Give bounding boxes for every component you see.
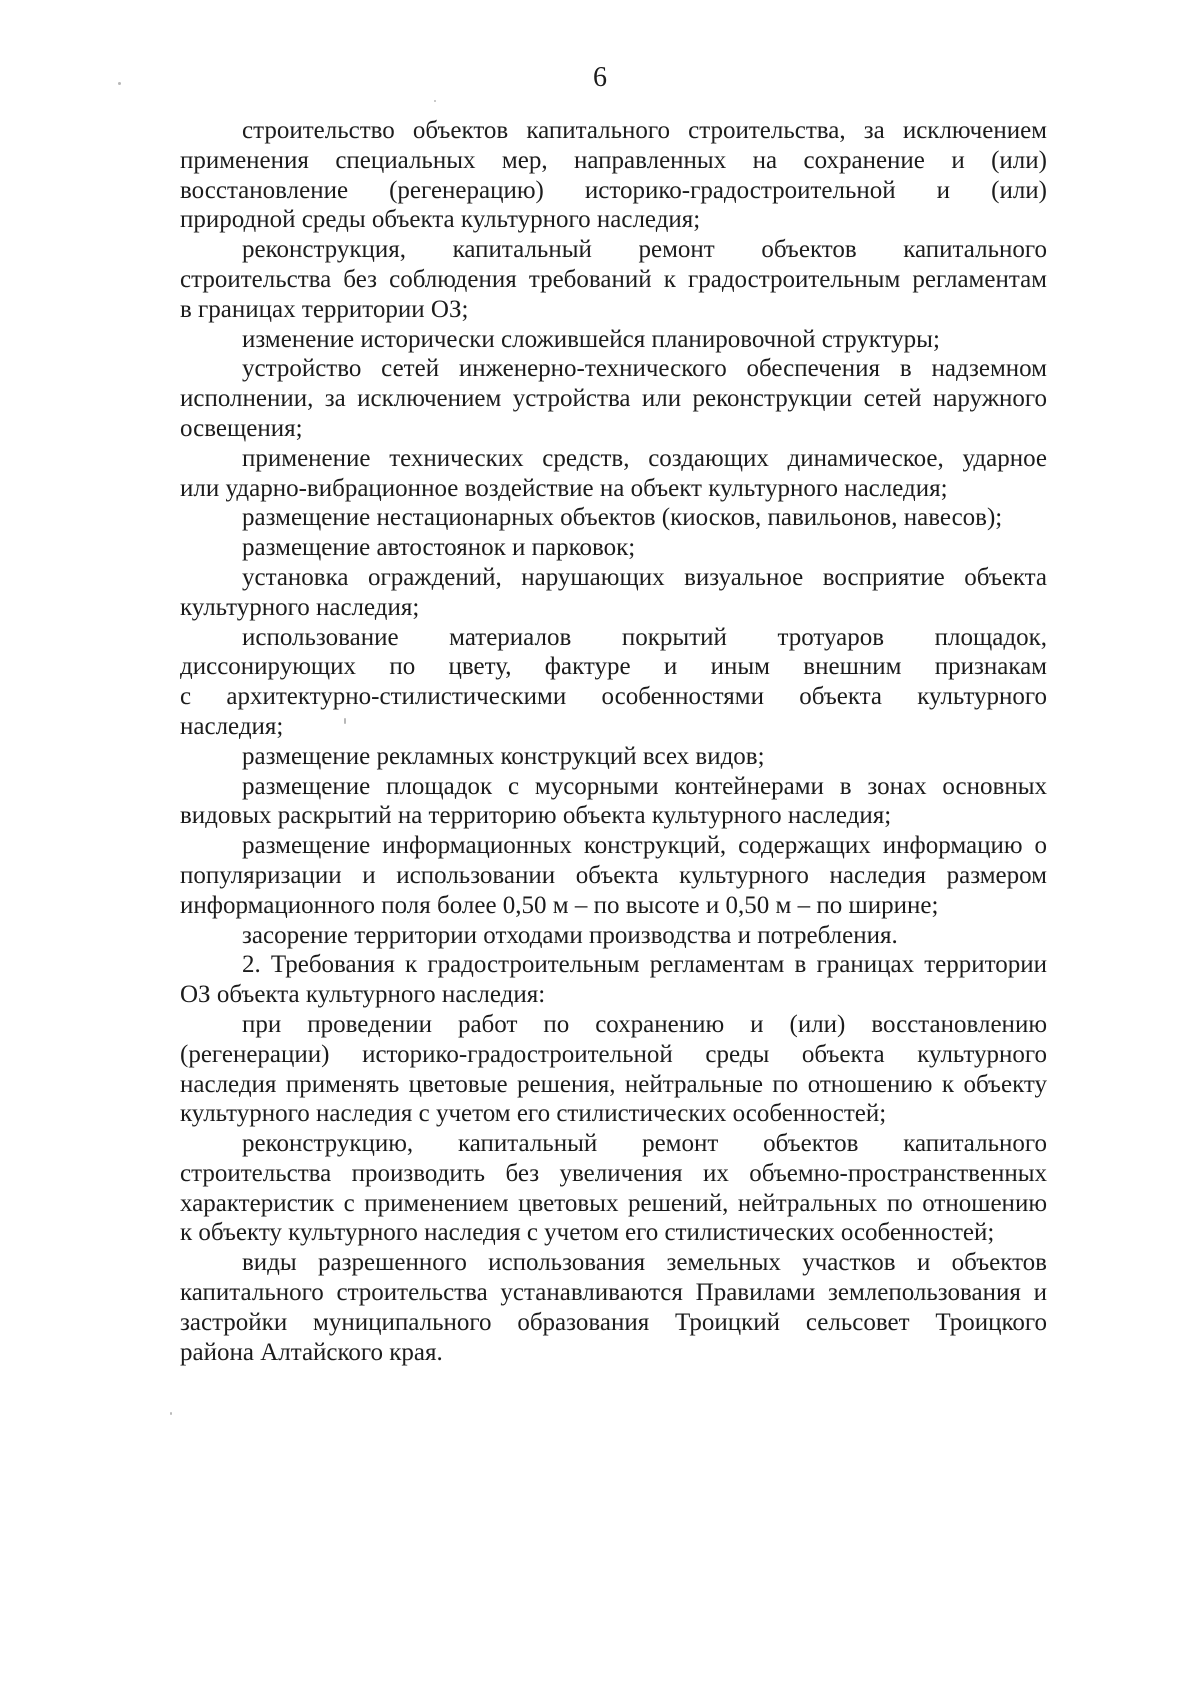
- paragraph-17: [180, 1248, 1047, 1367]
- paragraph-1: [180, 116, 1047, 235]
- paragraph-line: освещения;: [180, 414, 303, 442]
- paragraph-line: размещение нестационарных объектов (киосков, павильонов, навесов);: [242, 504, 1003, 532]
- paragraph-line: строительство объектов капитального строительства, за исключением: [242, 117, 1047, 144]
- paragraph-line: диссонирующих по цвету, фактуре и иным внешним признакам: [180, 653, 1047, 681]
- scan-speck: [170, 1412, 172, 1415]
- paragraph-line: к объекту культурного наследия с учетом его стилистических особенностей;: [180, 1219, 995, 1247]
- paragraph-line: характеристик с применением цветовых решений, нейтральных по отношению: [180, 1189, 1047, 1217]
- paragraph-line: строительства производить без увеличения их объемно-пространственных: [180, 1159, 1047, 1187]
- paragraph-line: размещение рекламных конструкций всех видов;: [242, 742, 765, 770]
- scan-speck: [344, 718, 346, 724]
- paragraph-11: [180, 772, 1047, 832]
- scan-speck: [118, 82, 121, 85]
- paragraph-7: [180, 533, 1047, 563]
- paragraph-line: виды разрешенного использования земельных участков и объектов: [242, 1249, 1047, 1277]
- paragraph-6: [180, 503, 1047, 533]
- paragraph-line: размещение информационных конструкций, содержащих информацию о: [242, 832, 1047, 860]
- paragraph-8: [180, 563, 1047, 623]
- paragraph-line: культурного наследия;: [180, 593, 420, 621]
- paragraph-line: в границах территории ОЗ;: [180, 295, 469, 323]
- paragraph-line: применение технических средств, создающих динамическое, ударное: [242, 444, 1047, 472]
- paragraph-15: [180, 1010, 1047, 1129]
- paragraph-line: установка ограждений, нарушающих визуальное восприятие объекта: [242, 563, 1047, 591]
- paragraph-4: [180, 354, 1047, 443]
- paragraph-line: применения специальных мер, направленных на сохранение и (или): [180, 146, 1047, 174]
- paragraph-line: использование материалов покрытий тротуаров площадок,: [242, 623, 1047, 651]
- paragraph-line: восстановление (регенерацию) историко-градостроительной и (или): [180, 176, 1047, 204]
- paragraph-line: наследия;: [180, 712, 284, 740]
- paragraph-line: 2. Требования к градостроительным регламентам в границах территории: [242, 951, 1047, 979]
- paragraph-12: [180, 831, 1047, 920]
- paragraph-line: района Алтайского края.: [180, 1338, 443, 1366]
- paragraph-line: при проведении работ по сохранению и (или) восстановлению: [242, 1010, 1047, 1038]
- paragraph-5: [180, 444, 1047, 504]
- paragraph-line: застройки муниципального образования Троицкий сельсовет Троицкого: [180, 1308, 1047, 1336]
- document-body: [180, 116, 1047, 1367]
- paragraph-line: с архитектурно-стилистическими особенностями объекта культурного: [180, 683, 1047, 711]
- paragraph-line: засорение территории отходами производства и потребления.: [242, 921, 898, 949]
- paragraph-2: [180, 235, 1047, 324]
- paragraph-line: информационного поля более 0,50 м – по высоте и 0,50 м – по ширине;: [180, 891, 939, 919]
- paragraph-line: культурного наследия с учетом его стилистических особенностей;: [180, 1100, 887, 1128]
- paragraph-line: изменение исторически сложившейся планировочной структуры;: [242, 325, 940, 353]
- paragraph-16: [180, 1129, 1047, 1248]
- paragraph-3: [180, 325, 1047, 355]
- paragraph-line: устройство сетей инженерно-технического обеспечения в надземном: [242, 355, 1047, 383]
- page-number: 6: [593, 62, 607, 93]
- paragraph-line: популяризации и использовании объекта культурного наследия размером: [180, 861, 1047, 889]
- paragraph-line: исполнении, за исключением устройства или реконструкции сетей наружного: [180, 385, 1047, 413]
- paragraph-line: реконструкция, капитальный ремонт объектов капитального: [242, 236, 1047, 264]
- scan-speck: [434, 100, 436, 102]
- paragraph-line: реконструкцию, капитальный ремонт объектов капитального: [242, 1130, 1047, 1158]
- paragraph-line: (регенерации) историко-градостроительной среды объекта культурного: [180, 1040, 1047, 1068]
- paragraph-line: капитального строительства устанавливаются Правилами землепользования и: [180, 1279, 1047, 1307]
- paragraph-line: размещение площадок с мусорными контейнерами в зонах основных: [242, 772, 1047, 800]
- paragraph-line: размещение автостоянок и парковок;: [242, 534, 636, 562]
- paragraph-14: [180, 950, 1047, 1010]
- paragraph-line: или ударно-вибрационное воздействие на объект культурного наследия;: [180, 474, 948, 502]
- paragraph-line: наследия применять цветовые решения, нейтральные по отношению к объекту: [180, 1070, 1047, 1098]
- paragraph-10: [180, 742, 1047, 772]
- paragraph-line: ОЗ объекта культурного наследия:: [180, 981, 546, 1009]
- paragraph-line: видовых раскрытий на территорию объекта культурного наследия;: [180, 802, 892, 830]
- paragraph-13: [180, 921, 1047, 951]
- paragraph-line: природной среды объекта культурного наследия;: [180, 206, 701, 234]
- paragraph-line: строительства без соблюдения требований к градостроительным регламентам: [180, 265, 1047, 293]
- paragraph-9: [180, 623, 1047, 742]
